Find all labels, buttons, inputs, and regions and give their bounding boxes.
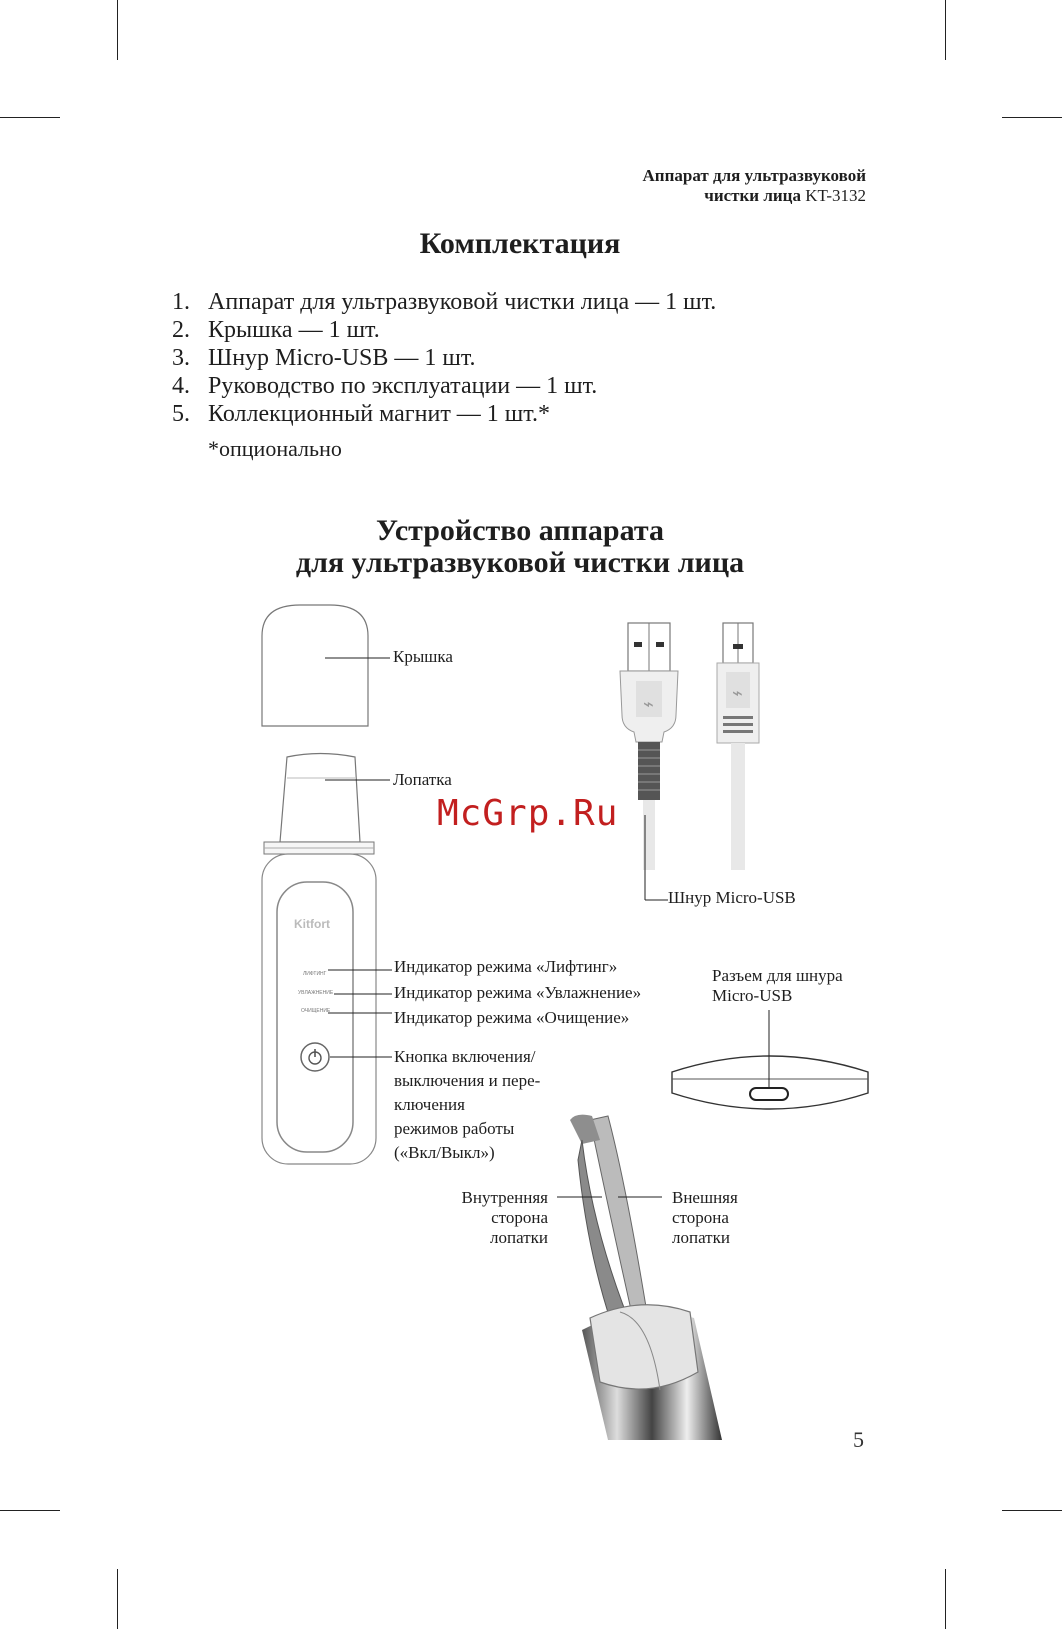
label-button-line4: режимов работы xyxy=(394,1119,515,1138)
device-mode3-text: ОЧИЩЕНИЕ xyxy=(301,1008,331,1014)
spatula-illustration xyxy=(280,754,360,843)
label-indicator-moisturizing: Индикатор режима «Увлажнение» xyxy=(394,983,642,1002)
label-button-line1: Кнопка включения/ xyxy=(394,1047,536,1066)
svg-text:⌁: ⌁ xyxy=(732,683,743,704)
header-line2-bold: чистки лица xyxy=(704,186,801,205)
watermark: McGrp.Ru xyxy=(437,793,619,834)
list-item: 1. Аппарат для ультразвуковой чистки лица — 1 шт. xyxy=(172,289,717,315)
label-inner-line2: сторона xyxy=(491,1208,548,1227)
device-mode2-text: УВЛАЖНЕНИЕ xyxy=(298,990,334,996)
label-button-line5: («Вкл/Выкл») xyxy=(394,1143,495,1162)
label-button-line2: выключения и пере- xyxy=(394,1071,541,1090)
label-cap: Крышка xyxy=(393,647,453,666)
usb-cable-illustration xyxy=(717,623,759,870)
section-title-contents: Комплектация xyxy=(419,227,621,260)
header-line1: Аппарат для ультразвуковой xyxy=(642,166,866,185)
label-button-line3: ключения xyxy=(394,1095,465,1114)
device-mode1-text: ЛИФТИНГ xyxy=(303,971,327,977)
page-number: 5 xyxy=(853,1427,864,1452)
label-outer-line3: лопатки xyxy=(672,1228,730,1247)
list-item: 2. Крышка — 1 шт. xyxy=(172,317,380,343)
label-outer-line1: Внешняя xyxy=(672,1188,738,1207)
spatula-closeup-illustration xyxy=(570,1115,722,1440)
label-indicator-lifting: Индикатор режима «Лифтинг» xyxy=(394,957,618,976)
device-bottom-illustration xyxy=(672,1056,868,1109)
label-connector-line2: Micro-USB xyxy=(712,986,793,1005)
micro-usb-port-illustration xyxy=(750,1088,788,1100)
section-title-device-line1: Устройство аппарата xyxy=(376,514,664,547)
label-connector-line1: Разъем для шнура xyxy=(712,966,843,985)
device-brand-text: Kitfort xyxy=(294,917,330,931)
label-cable: Шнур Micro-USB xyxy=(668,888,796,907)
list-item: 4. Руководство по эксплуатации — 1 шт. xyxy=(172,373,598,399)
section-title-device-line2: для ультразвуковой чистки лица xyxy=(295,546,745,579)
svg-text:⌁: ⌁ xyxy=(643,694,654,715)
label-inner-line1: Внутренняя xyxy=(461,1188,548,1207)
label-inner-line3: лопатки xyxy=(490,1228,548,1247)
usb-cable-illustration xyxy=(620,623,678,900)
list-item: 3. Шнур Micro-USB — 1 шт. xyxy=(172,345,476,371)
label-spatula: Лопатка xyxy=(393,770,452,789)
label-indicator-cleansing: Индикатор режима «Очищение» xyxy=(394,1008,630,1027)
label-outer-line2: сторона xyxy=(672,1208,729,1227)
header-model: KT-3132 xyxy=(805,186,866,205)
optional-note: *опционально xyxy=(208,436,342,461)
cap-illustration xyxy=(262,605,368,726)
list-item: 5. Коллекционный магнит — 1 шт.* xyxy=(172,401,550,427)
